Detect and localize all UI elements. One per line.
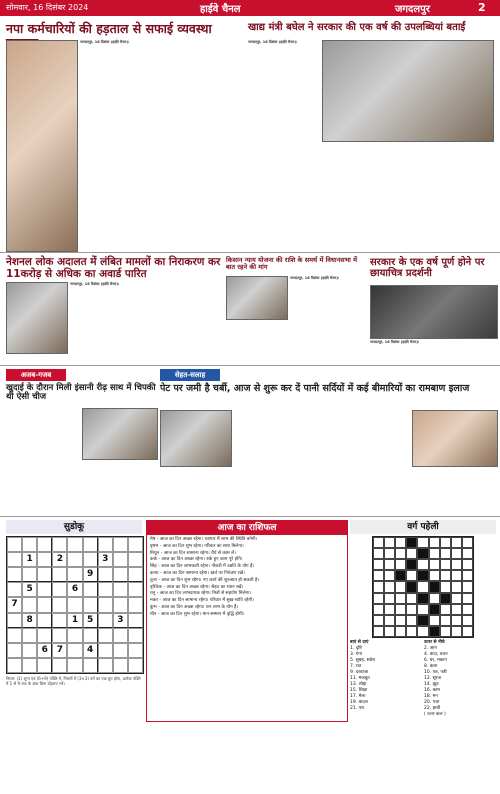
rashifal-item: मीन - आज का दिन शुभ रहेगा। मान-सम्मान में वृद्धि होगी।	[150, 611, 245, 617]
crossword-cell	[429, 604, 440, 615]
crossword-cell	[406, 604, 417, 615]
crossword-title: वर्ग पहेली	[407, 522, 439, 532]
masthead: हाईवे चैनल	[200, 4, 241, 15]
crossword-clue: 20. पत्ता	[424, 700, 440, 705]
sudoku-cell: 3	[98, 552, 113, 567]
crossword-answer-note: ( उत्तर कल )	[424, 712, 446, 717]
sudoku-cell	[7, 552, 22, 567]
crossword-cell	[373, 570, 384, 581]
sudoku-title: सुडोकू	[63, 522, 85, 532]
sudoku-cell: 6	[37, 643, 52, 658]
crossword-cell	[440, 593, 451, 604]
crossword-cell	[451, 604, 462, 615]
sudoku-cell: 5	[22, 582, 37, 597]
sudoku-cell	[98, 643, 113, 658]
sudoku-cell	[83, 537, 98, 552]
crossword-cell	[451, 626, 462, 637]
crossword-clue: 16. काम	[424, 688, 440, 693]
sudoku-cell	[128, 658, 143, 673]
crossword-cell	[395, 537, 406, 548]
sudoku-cell	[98, 582, 113, 597]
crossword-cell	[429, 581, 440, 592]
page-header	[0, 0, 500, 16]
sudoku-cell	[7, 582, 22, 597]
sudoku-cell	[83, 582, 98, 597]
crossword-clue: 10. पत्र, पत्री	[424, 670, 447, 675]
crossword-cell	[384, 548, 395, 559]
crossword-cell	[451, 593, 462, 604]
article-3-text-col-2	[148, 282, 223, 362]
rashifal-item: मेष - आज का दिन अच्छा रहेगा। व्यापार में लाभ की स्थिति बनेगी।	[150, 537, 258, 542]
article-7-photo-2	[412, 410, 498, 467]
sudoku-cell: 1	[67, 613, 82, 628]
sudoku-cell	[128, 537, 143, 552]
crossword-cell	[373, 615, 384, 626]
crossword-cell	[462, 559, 473, 570]
page-number: 2	[478, 1, 486, 14]
crossword-cell	[406, 570, 417, 581]
down-clues	[424, 646, 496, 712]
crossword-cell	[440, 559, 451, 570]
crossword-cell	[373, 604, 384, 615]
sudoku-cell	[98, 597, 113, 612]
article-6-text-col-2	[82, 462, 156, 512]
rashifal-item: सिंह - आज का दिन लाभकारी रहेगा। नौकरी में उन्नति के योग हैं।	[150, 564, 255, 570]
sudoku-cell	[7, 537, 22, 552]
sudoku-cell	[113, 552, 128, 567]
sudoku-cell	[113, 582, 128, 597]
across-clues	[350, 646, 422, 712]
sudoku-cell: 7	[52, 643, 67, 658]
article-3-headline: नेशनल लोक अदालत में लंबित मामलों का निराकरण कर 11करोड़ से अधिक का अवार्ड पारित	[6, 256, 221, 280]
article-2-text-col-4	[416, 145, 494, 250]
divider	[0, 365, 500, 366]
crossword-cell	[417, 604, 428, 615]
crossword-cell	[406, 593, 417, 604]
crossword-cell	[440, 615, 451, 626]
article-5-headline: सरकार के एक वर्ष पूर्ण होने पर छायाचित्र प्रदर्शनी	[370, 257, 485, 279]
crossword-clue: 1. दृष्टि	[350, 646, 362, 651]
article-1-headline: नपा कर्मचारियों की हड़ताल से सफाई व्यवस्था	[6, 21, 212, 36]
sudoku-cell	[128, 552, 143, 567]
crossword-cell	[462, 604, 473, 615]
crossword-cell	[462, 615, 473, 626]
crossword-cell	[373, 559, 384, 570]
article-6-tag: अजब-गजब	[6, 369, 66, 381]
sudoku-cell: 8	[22, 613, 37, 628]
crossword-cell	[429, 559, 440, 570]
article-2-headline: खाद्य मंत्री बघेल ने सरकार की एक वर्ष की उपलब्धियां बताईं	[248, 22, 466, 33]
crossword-cell	[373, 548, 384, 559]
article-7-text-col-1	[234, 410, 319, 515]
sudoku-title-bar	[6, 520, 142, 534]
crossword-cell	[451, 581, 462, 592]
crossword-cell	[417, 615, 428, 626]
article-5-dateline: जगदलपुर, 16 दिसंबर (हाईवे चैनल)।	[370, 340, 420, 344]
sudoku-cell	[22, 658, 37, 673]
crossword-cell	[440, 604, 451, 615]
crossword-down-title: ऊपर से नीचे	[424, 640, 445, 645]
rashifal-item: वृश्चिक - आज का दिन अच्छा रहेगा। सेहत का ध्यान रखें।	[150, 584, 244, 590]
rashifal-box	[146, 520, 348, 722]
crossword-cell	[406, 626, 417, 637]
crossword-cell	[429, 615, 440, 626]
sudoku-cell: 9	[83, 567, 98, 582]
crossword-clue: 19. बादल	[350, 700, 368, 705]
article-3-text-col-1	[70, 282, 145, 362]
article-4-dateline: जगदलपुर, 16 दिसंबर (हाईवे चैनल)।	[290, 276, 340, 280]
crossword-cell	[440, 537, 451, 548]
rashifal-item: कर्क - आज का दिन अच्छा रहेगा। रुके हुए काम पूरे होंगे।	[150, 557, 243, 563]
sudoku-cell	[67, 537, 82, 552]
crossword-cell	[395, 593, 406, 604]
crossword-across	[350, 640, 422, 790]
sudoku-cell: 6	[67, 582, 82, 597]
crossword-clue: 18. मन	[424, 694, 438, 699]
rashifal-title: आज का राशिफल	[147, 521, 347, 535]
crossword-cell	[451, 615, 462, 626]
sudoku-cell	[128, 582, 143, 597]
crossword-cell	[462, 581, 473, 592]
sudoku-cell: 7	[7, 597, 22, 612]
sudoku-cell: 1	[22, 552, 37, 567]
crossword-clue: 17. मेला	[350, 694, 366, 699]
crossword-cell	[462, 570, 473, 581]
crossword-cell	[384, 581, 395, 592]
crossword-cell	[373, 537, 384, 548]
sudoku-cell	[128, 567, 143, 582]
crossword-cell	[417, 559, 428, 570]
sudoku-cell	[7, 567, 22, 582]
crossword-clue: 2. आग	[424, 646, 437, 651]
sudoku-cell	[37, 597, 52, 612]
sudoku-cell	[98, 567, 113, 582]
crossword-cell	[429, 593, 440, 604]
sudoku-cell	[128, 643, 143, 658]
sudoku-cell	[113, 567, 128, 582]
crossword-clue: 11. मजबूत	[350, 676, 370, 681]
rashifal-item: कुंभ - आज का दिन अच्छा रहेगा। धन लाभ के योग हैं।	[150, 604, 239, 610]
crossword-cell	[417, 593, 428, 604]
crossword-cell	[406, 548, 417, 559]
crossword-cell	[417, 626, 428, 637]
sudoku-cell	[22, 628, 37, 643]
sudoku-cell	[22, 537, 37, 552]
crossword-clue: 21. पथ	[350, 706, 365, 711]
sudoku-cell	[7, 643, 22, 658]
sudoku-cell: 2	[52, 552, 67, 567]
sudoku-cell	[67, 643, 82, 658]
crossword-cell	[440, 548, 451, 559]
article-7-photo	[160, 410, 232, 467]
article-4-text-col-2	[226, 322, 366, 362]
article-6-text-col-1	[6, 408, 78, 513]
crossword-cell	[440, 581, 451, 592]
rashifal-item: धनु - आज का दिन लाभदायक रहेगा। मित्रों से सहयोग मिलेगा।	[150, 591, 252, 597]
crossword-cell	[384, 537, 395, 548]
divider	[0, 252, 500, 253]
sudoku-cell	[67, 658, 82, 673]
article-1-text-col-1	[80, 40, 156, 250]
crossword-cell	[440, 626, 451, 637]
crossword-cell	[395, 604, 406, 615]
sudoku-cell	[98, 613, 113, 628]
sudoku-cell	[98, 537, 113, 552]
sudoku-cell	[52, 537, 67, 552]
sudoku-cell	[128, 628, 143, 643]
crossword-cell	[462, 593, 473, 604]
sudoku-cell	[83, 628, 98, 643]
crossword-cell	[395, 559, 406, 570]
crossword-clue: 12. सूरज	[424, 676, 441, 681]
sudoku-cell	[22, 643, 37, 658]
crossword-clue: 3. गंगा	[350, 652, 362, 657]
article-2-text-col-2	[248, 145, 328, 250]
sudoku-cell: 5	[83, 613, 98, 628]
article-5-text	[370, 340, 496, 362]
sudoku-cell	[7, 613, 22, 628]
sudoku-cell	[83, 552, 98, 567]
crossword-clue: 5. सुबह, सवेरा	[350, 658, 376, 663]
crossword-cell	[406, 615, 417, 626]
sudoku-cell	[52, 628, 67, 643]
sudoku-cell	[52, 597, 67, 612]
crossword-cell	[384, 559, 395, 570]
sudoku-cell	[67, 567, 82, 582]
sudoku-cell	[113, 537, 128, 552]
crossword-cell	[384, 570, 395, 581]
sudoku-cell	[67, 552, 82, 567]
article-6-photo	[82, 408, 158, 460]
sudoku-cell	[83, 658, 98, 673]
crossword-cell	[395, 548, 406, 559]
sudoku-cell	[113, 597, 128, 612]
sudoku-cell	[37, 628, 52, 643]
crossword-cell	[384, 593, 395, 604]
rashifal-item: तुला - आज का दिन शुभ रहेगा। नए कार्य की शुरुआत हो सकती है।	[150, 577, 260, 583]
crossword-title-bar	[350, 520, 496, 534]
crossword-cell	[395, 570, 406, 581]
article-6-headline: खुदाई के दौरान मिली इंसानी रीढ़ साथ में चिपकी थी ऐसी चीज	[6, 383, 156, 403]
rashifal-list	[147, 535, 347, 621]
article-7-headline: पेट पर जमी है चर्बी, आज से शुरू कर दें पानी सर्दियों में कई बीमारियों का रामबाण इलाज	[160, 383, 470, 394]
crossword-clue: 13. लोहा	[350, 682, 367, 687]
crossword-cell	[429, 570, 440, 581]
sudoku-cell	[128, 597, 143, 612]
sudoku-cell	[98, 628, 113, 643]
crossword-grid	[372, 536, 474, 638]
crossword-clue: 7. रात	[350, 664, 362, 669]
crossword-cell	[384, 615, 395, 626]
sudoku-cell	[67, 597, 82, 612]
crossword-cell	[440, 570, 451, 581]
crossword-clue: 15. शिक्षा	[350, 688, 368, 693]
crossword-cell	[406, 581, 417, 592]
sudoku-grid	[6, 536, 144, 674]
rashifal-item: मकर - आज का दिन सामान्य रहेगा। परिवार में सुख-शांति रहेगी।	[150, 598, 254, 604]
sudoku-cell	[52, 613, 67, 628]
crossword-cell	[373, 581, 384, 592]
sudoku-cell	[37, 582, 52, 597]
sudoku-cell	[37, 658, 52, 673]
crossword-clue: 8. कला	[424, 664, 438, 669]
article-1-text-col-2	[160, 40, 236, 250]
sudoku-cell	[83, 597, 98, 612]
crossword-down	[424, 640, 496, 790]
article-4-headline: किसान न्याय योजना की राशि के समर्थ में विधानसभा में बात रहने की मांग	[226, 256, 357, 272]
crossword-cell	[406, 559, 417, 570]
sudoku-cell	[52, 567, 67, 582]
crossword-cell	[462, 626, 473, 637]
sudoku-rules: नियम: (1) शून्य एवं (6+9) पंक्ति में, नियमों में (3×3) वर्ग का एक ग्रुप होगा, प्रत्येक पंक्ति में 1 से 9 तक के अंक बिना दोहराए भरें।	[6, 676, 141, 686]
crossword-cell	[417, 537, 428, 548]
sudoku-cell	[67, 628, 82, 643]
sudoku-cell	[7, 628, 22, 643]
crossword-clue: 14. झूठ	[424, 682, 439, 687]
crossword-cell	[373, 626, 384, 637]
article-3-photo	[6, 282, 68, 354]
crossword-cell	[384, 626, 395, 637]
rashifal-item: वृषभ - आज का दिन शुभ रहेगा। परिवार का साथ मिलेगा।	[150, 543, 244, 549]
rashifal-item: कन्या - आज का दिन सामान्य रहेगा। खर्च पर नियंत्रण रखें।	[150, 570, 245, 576]
crossword-cell	[462, 548, 473, 559]
crossword-cell	[417, 581, 428, 592]
crossword-clue: 22. हाथी	[424, 706, 441, 711]
issue-date: सोमवार, 16 दिसंबर 2024	[6, 3, 89, 12]
article-2-text-col-3	[332, 145, 412, 250]
crossword-cell	[384, 604, 395, 615]
sudoku-cell	[128, 613, 143, 628]
article-3-dateline: जगदलपुर, 16 दिसंबर (हाईवे चैनल)।	[70, 282, 120, 286]
divider	[0, 516, 500, 517]
crossword-cell	[462, 537, 473, 548]
crossword-cell	[451, 570, 462, 581]
sudoku-cell	[37, 613, 52, 628]
article-7-text-col-2	[323, 410, 408, 515]
sudoku-cell	[37, 537, 52, 552]
article-4-text-col-1	[290, 276, 366, 318]
article-5-photo	[370, 285, 498, 339]
article-4-photo	[226, 276, 288, 320]
article-1-dateline: जगदलपुर, 16 दिसंबर (हाईवे चैनल)।	[80, 40, 130, 44]
sudoku-cell	[37, 552, 52, 567]
article-2-text-col-1	[248, 40, 318, 140]
sudoku-cell	[22, 597, 37, 612]
crossword-cell	[429, 537, 440, 548]
crossword-clue: 9. दरवाजा	[350, 670, 369, 675]
crossword-cell	[451, 548, 462, 559]
crossword-clue: 6. घर, मकान	[424, 658, 447, 663]
article-7-tag: सेहत-सलाह	[160, 369, 220, 381]
crossword-cell	[417, 570, 428, 581]
crossword-cell	[406, 537, 417, 548]
sudoku-cell	[7, 658, 22, 673]
rashifal-item: मिथुन - आज का दिन सामान्य रहेगा। धैर्य से काम लें।	[150, 550, 236, 556]
city-name: जगदलपुर	[395, 4, 430, 15]
article-7-text-col-3	[412, 468, 496, 514]
crossword-cell	[373, 593, 384, 604]
sudoku-cell	[98, 658, 113, 673]
sudoku-cell	[113, 658, 128, 673]
sudoku-cell: 3	[113, 613, 128, 628]
crossword-clue: 4. वादा, वचन	[424, 652, 448, 657]
crossword-cell	[417, 548, 428, 559]
sudoku-cell	[52, 582, 67, 597]
crossword-cell	[395, 615, 406, 626]
article-2-dateline: जगदलपुर, 16 दिसंबर (हाईवे चैनल)।	[248, 40, 298, 44]
article-1-photo	[6, 40, 78, 252]
sudoku-cell: 4	[83, 643, 98, 658]
crossword-cell	[429, 548, 440, 559]
crossword-cell	[451, 537, 462, 548]
sudoku-cell	[52, 658, 67, 673]
article-2-photo	[322, 40, 494, 142]
sudoku-cell	[37, 567, 52, 582]
sudoku-cell	[113, 643, 128, 658]
sudoku-cell	[113, 628, 128, 643]
sudoku-cell	[22, 567, 37, 582]
crossword-cell	[429, 626, 440, 637]
crossword-across-title: बाएं से दाएं	[350, 640, 369, 645]
crossword-cell	[451, 559, 462, 570]
crossword-cell	[395, 626, 406, 637]
crossword-cell	[395, 581, 406, 592]
